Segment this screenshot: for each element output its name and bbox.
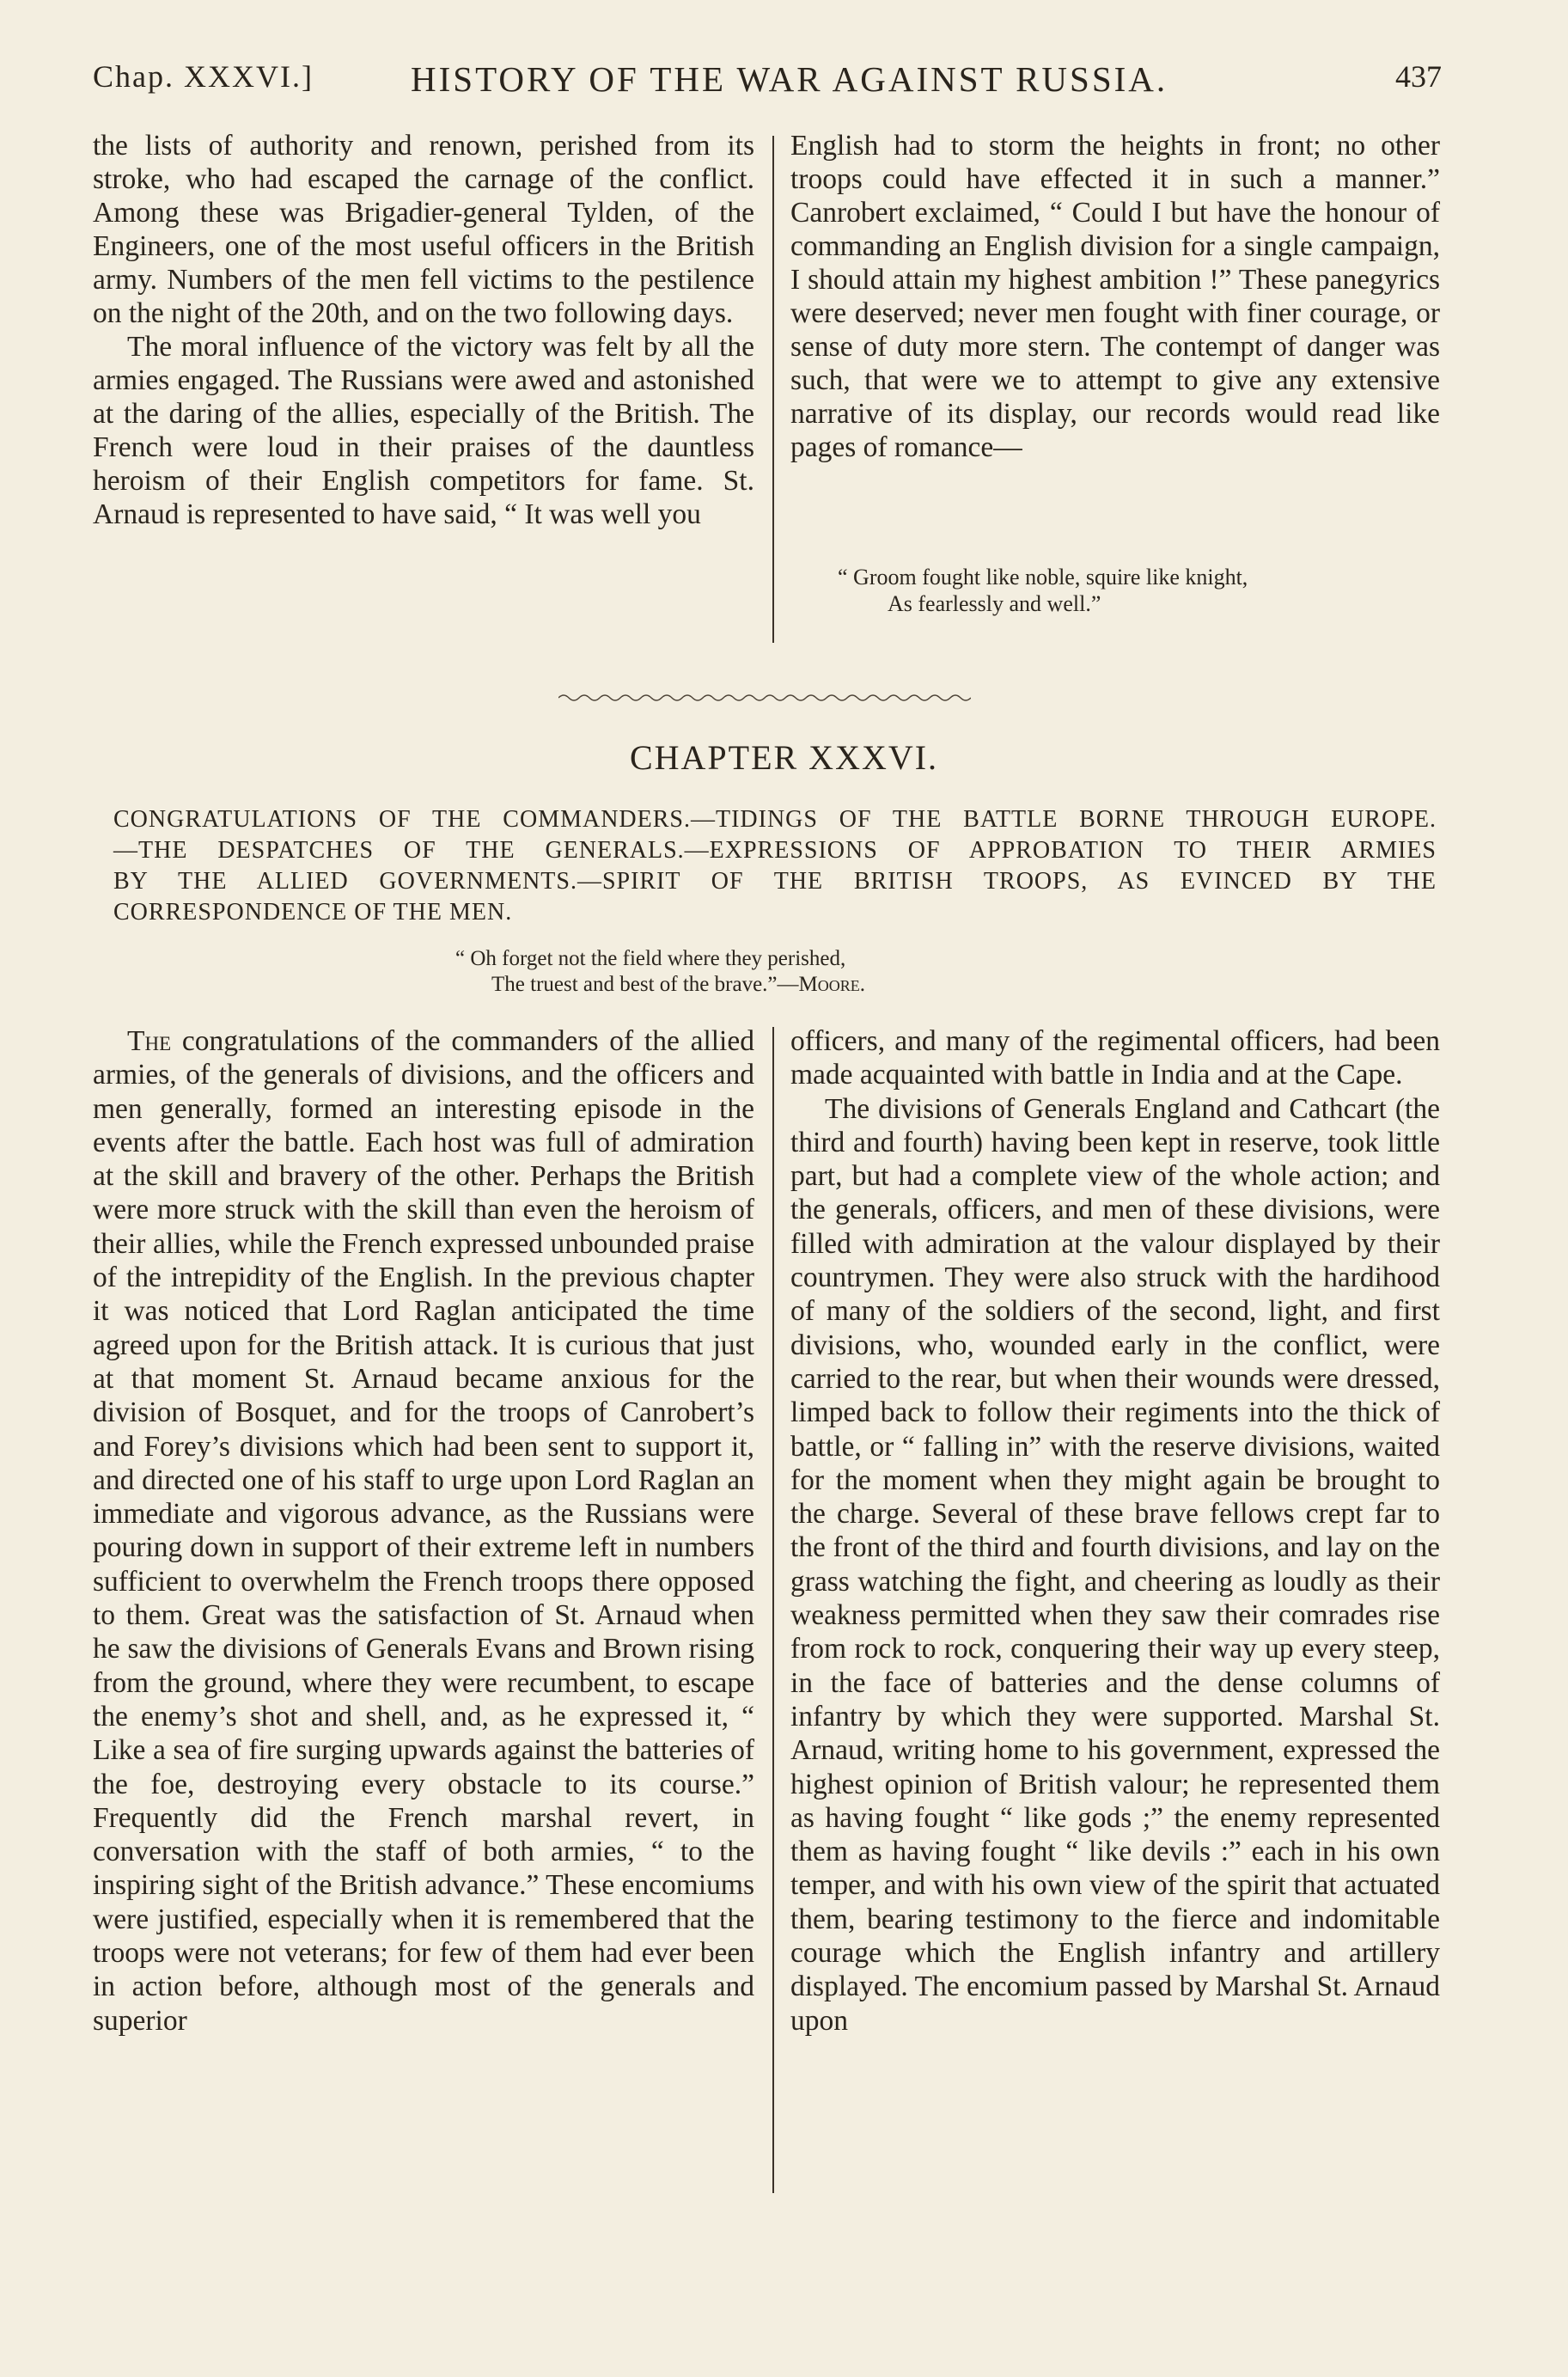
drop-first-word: The [127, 1025, 172, 1057]
summary-line: CONGRATULATIONS OF THE COMMANDERS.—TIDINGS OF THE BATTLE BORNE THROUGH EUROPE. [113, 806, 1437, 833]
paragraph: the lists of authority and renown, perished from its stroke, who had escaped the carnage of the conflict. Among these was Brigadier-general Tylden, of the Engineers, one of the most useful officers in the British army. Numbers of the men fell victims to the pestilence on the night of the 20th, and on the two following days. [93, 130, 754, 329]
chapter-heading: CHAPTER XXXVI. [629, 738, 939, 777]
body-left-column [93, 1024, 754, 2038]
epigraph-line: “ Oh forget not the field where they perished, [455, 947, 846, 970]
column-divider [772, 136, 774, 643]
paragraph: The divisions of Generals England and Cathcart (the third and fourth) having been kept in reserve, took little part, but had a complete view of the whole action; and the generals, officers, and men of these divisions, were filled with admiration at the valour displayed by their countrymen. They were also struck with the hardihood of many of the soldiers of the second, light, and first divisions, who, wounded early in the conflict, were carried to the rear, but when their wounds were dressed, limped back to follow their regiments into the thick of battle, or “ falling in” with the reserve divisions, waited for the moment when they might again be brought to the charge. Several of these brave fellows crept far to the front of the third and fourth divisions, and lay on the grass watching the fight, and cheering as loudly as their weakness permitted when they saw their comrades rise from rock to rock, conquering their way up every steep, in the face of batteries and the dense columns of infantry by which they were supported. Marshal St. Arnaud, writing home to his government, expressed the highest opinion of British valour; he represented them as having fought “ like gods ;” the enemy represented them as having fought “ like devils :” each in his own temper, and with his own view of the spirit that actuated them, bearing testimony to the fierce and indomitable courage which the English infantry and artillery displayed. The encomium passed by Marshal St. Arnaud upon [790, 1092, 1440, 2037]
body-right-column [790, 1024, 1440, 2038]
verse-line: “ Groom fought like noble, squire like knight, [838, 565, 1248, 590]
wavy-ornament-divider [558, 687, 971, 705]
column-divider [772, 1027, 774, 2193]
paragraph: English had to storm the heights in front; no other troops could have effected it in such a manner.” Canrobert exclaimed, “ Could I but have the honour of commanding an English division for a single campaign, I should attain my highest ambition !” These panegyrics were deserved; never men fought with finer courage, or sense of duty more stern. The contempt of danger was such, that were we to attempt to give any extensive narrative of its display, our records would read like pages of romance— [790, 130, 1440, 463]
summary-line: CORRESPONDENCE OF THE MEN. [113, 899, 513, 926]
paragraph: officers, and many of the regimental officers, had been made acquainted with battle in India and at the Cape. [790, 1025, 1440, 1091]
epigraph-author: Moore. [798, 973, 865, 996]
epigraph [455, 946, 1143, 998]
paragraph: The moral influence of the victory was felt by all the armies engaged. The Russians were awed and astonished at the daring of the allies, especially of the British. The French were loud in their praises of the dauntless heroism of their English competitors for fame. St. Arnaud is represented to have said, “ It was well you [93, 331, 754, 530]
summary-line: BY THE ALLIED GOVERNMENTS.—SPIRIT OF THE BRITISH TROOPS, AS EVINCED BY THE [113, 868, 1437, 895]
running-head-chapter: Chap. XXXVI.] [93, 59, 314, 94]
verse-line: As fearlessly and well.” [888, 591, 1101, 616]
chapter-summary [113, 804, 1437, 928]
epigraph-line: The truest and best of the brave.”—Moore. [491, 973, 865, 996]
page-number: 437 [1395, 59, 1442, 94]
running-head-title: HISTORY OF THE WAR AGAINST RUSSIA. [411, 59, 1168, 99]
top-right-column [790, 129, 1440, 464]
verse-quote [838, 564, 1439, 617]
running-head [93, 58, 1442, 110]
paragraph: The congratulations of the commanders of the allied armies, of the generals of divisions, and the officers and men generally, formed an interesting episode in the events after the battle. Each host was full of admiration at the skill and bravery of the other. Perhaps the British were more struck with the skill than even the heroism of their allies, while the French expressed unbounded praise of the intrepidity of the English. In the previous chapter it was noticed that Lord Raglan anticipated the time agreed upon for the British attack. It is curious that just at that moment St. Arnaud became anxious for the division of Bosquet, and for the troops of Canrobert’s and Forey’s divisions which had been sent to support it, and directed one of his staff to urge upon Lord Raglan an immediate and vigorous advance, as the Russians were pouring down in support of their extreme left in numbers sufficient to overwhelm the French troops there opposed to them. Great was the satisfaction of St. Arnaud when he saw the divisions of Generals Evans and Brown rising from the ground, where they were recumbent, to escape the enemy’s shot and shell, and, as he expressed it, “ Like a sea of fire surging upwards against the batteries of the foe, destroying every obstacle to its course.” Frequently did the French marshal revert, in conversation with the staff of both armies, “ to the inspiring sight of the British advance.” These encomiums were justified, especially when it is remembered that the troops were not veterans; for few of them had ever been in action before, although most of the generals and superior [93, 1025, 754, 2037]
top-left-column [93, 129, 754, 531]
summary-line: —THE DESPATCHES OF THE GENERALS.—EXPRESSIONS OF APPROBATION TO THEIR ARMIES [113, 837, 1437, 864]
